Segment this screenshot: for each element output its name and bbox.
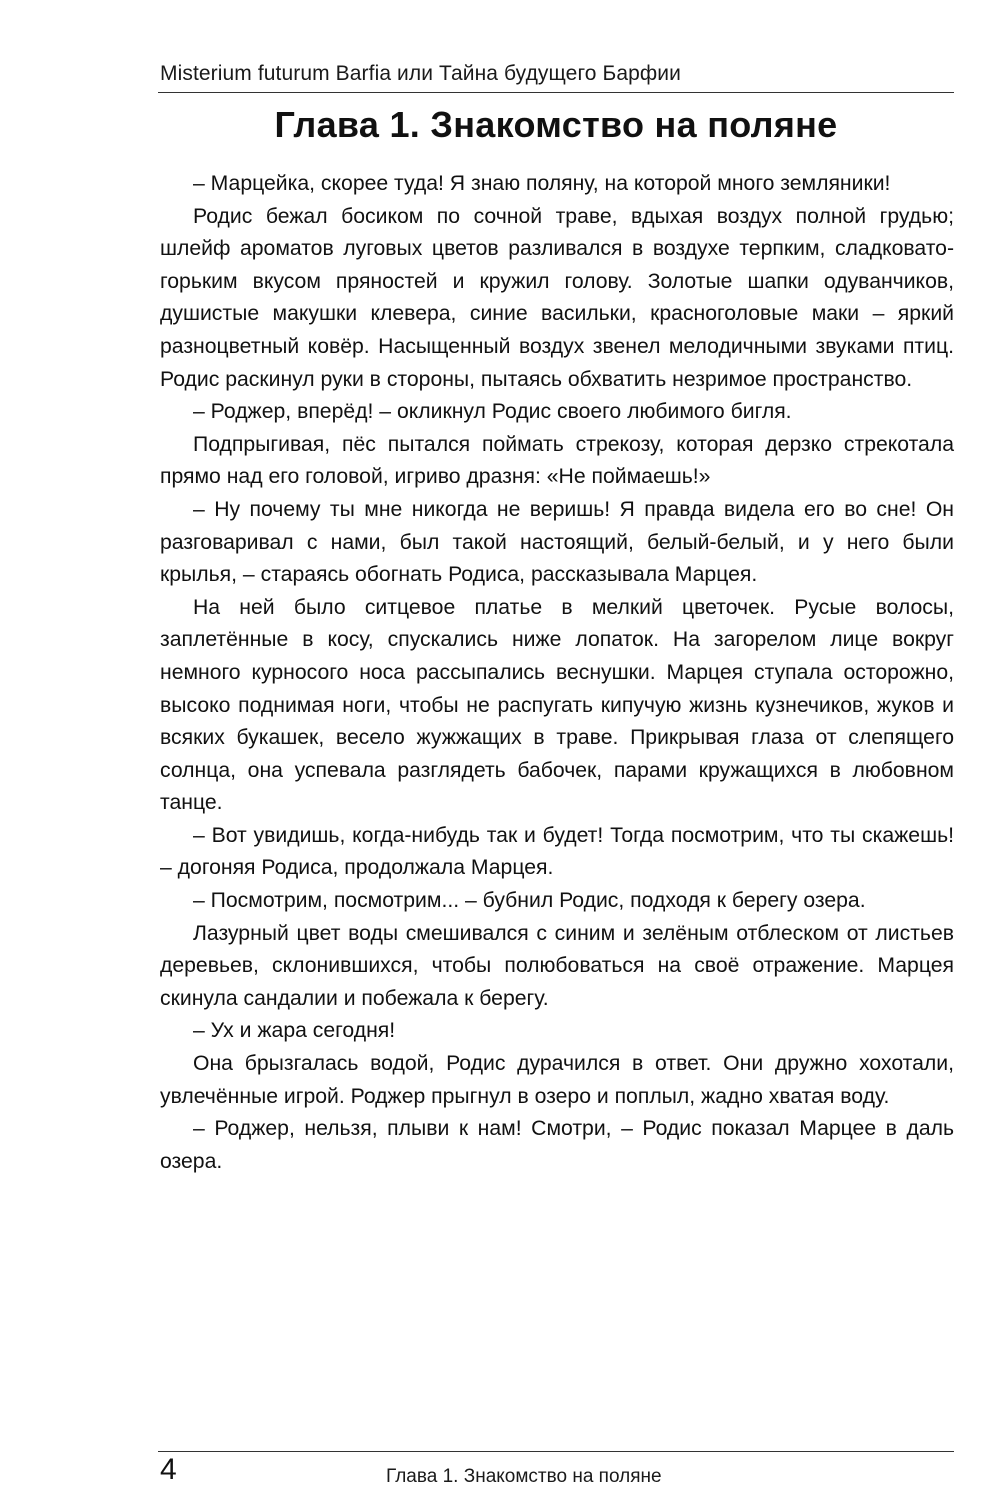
paragraph: – Марцейка, скорее туда! Я знаю поляну, на которой много земляники! [193,172,891,195]
page-number: 4 [160,1453,177,1486]
paragraph: – Ну почему ты мне никогда не веришь! Я правда видела его во сне! Он разговаривал с нами, был такой настоящий, белый-белый, и у него были крылья, – стараясь обогнать Родиса, рассказывала Марцея. [160,497,954,587]
running-header: Misterium futurum Barfia или Тайна будущего Барфии [160,62,681,85]
paragraph: – Роджер, нельзя, плыви к нам! Смотри, – Родис показал Марцее в даль озера. [160,1117,954,1173]
paragraph: Родис бежал босиком по сочной траве, вдыхая воздух полной грудью; шлейф ароматов луговых цветов разливался в воздухе терпким, сладковато-горьким вкусом пряностей и кружил голову. Золотые шапки одуванчиков, душистые макушки клевера, синие васильки, красноголовые маки – яркий разноцветный ковёр. Насыщенный воздух звенел мелодичными звуками птиц. Родис раскинул руки в стороны, пытаясь обхватить незримое пространство. [160,204,954,391]
paragraph: Лазурный цвет воды смешивался с синим и зелёным отблеском от листьев деревьев, склонившихся, чтобы полюбоваться на своё отражение. Марцея скинула сандалии и побежала к берегу. [160,921,954,1010]
paragraph: Она брызгалась водой, Родис дурачился в ответ. Они дружно хохотали, увлечённые игрой. Роджер прыгнул в озеро и поплыл, жадно хватая воду. [160,1052,954,1108]
chapter-body [160,168,954,1178]
paragraph: – Роджер, вперёд! – окликнул Родис своего любимого бигля. [193,400,792,424]
running-footer: Глава 1. Знакомство на поляне [386,1466,662,1487]
header-divider [158,92,954,93]
paragraph: – Посмотрим, посмотрим... – бубнил Родис, подходя к берегу озера. [193,889,866,913]
paragraph: На ней было ситцевое платье в мелкий цветочек. Русые волосы, заплетённые в косу, спускались ниже лопаток. На загорелом лице вокруг немного курносого носа рассыпались веснушки. Марцея ступала осторожно, высоко поднимая ноги, чтобы не распугать кипучую жизнь кузнечиков, жуков и всяких букашек, весело жужжащих в траве. Прикрывая глаза от слепящего солнца, она успевала разглядеть бабочек, парами кружащихся в любовном танце. [160,595,954,815]
paragraph: – Ух и жара сегодня! [193,1019,396,1043]
paragraph: – Вот увидишь, когда-нибудь так и будет! Тогда посмотрим, что ты скажешь! – догоняя Родиса, продолжала Марцея. [160,823,954,880]
paragraph: Подпрыгивая, пёс пытался поймать стрекозу, которая дерзко стрекотала прямо над его головой, игриво дразня: «Не поймаешь!» [160,432,954,489]
chapter-title: Глава 1. Знакомство на поляне [274,104,838,145]
footer-divider [158,1451,954,1452]
